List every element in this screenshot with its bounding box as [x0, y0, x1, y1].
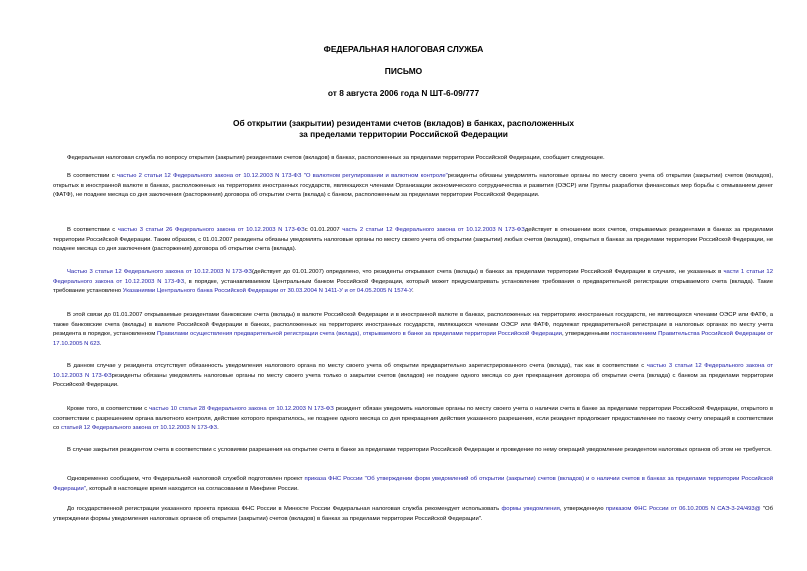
paragraph-text: с 01.01.2007 [304, 227, 343, 233]
agency-name: ФЕДЕРАЛЬНАЯ НАЛОГОВАЯ СЛУЖБА [323, 44, 484, 54]
paragraph-text: "Об утверждении формы уведомления налоговых органов об открытии (закрытии) счетов (вкладов) в банках за пределами территории Российской Федерации". [53, 506, 773, 522]
paragraph-text: . [99, 340, 102, 347]
law-reference-link[interactable]: приказа ФНС России "Об утверждении форм уведомлений об открытии (закрытии) счетов (вкладов) и о наличии счетов в банках за пределами территории Российской Федерации" [53, 476, 774, 492]
document-subject-line-2: за пределами территории Российской Федерации [299, 129, 508, 139]
law-reference-link[interactable]: части 1 статьи 12 Федерального закона от 10.12.2003 N 173-ФЗ [53, 269, 773, 285]
paragraph-draft-order [53, 475, 773, 494]
document-subject-line-1: Об открытии (закрытии) резидентами счетов (вкладов) в банках, расположенных [232, 118, 575, 128]
paragraph-text: В этой связи до 01.01.2007 открываемые резидентами банковские счета (вклады) в валюте Российской Федерации и в иностранной валюте в банках, расположенных на территориях иностранных государств, не являющихся членами ОЭСР или ФАТФ, а также банковские счета (вклады) в валюте Российской Федерации в банках, расположенных на территориях иностранных государств, являющихся членами ОЭСР или ФАТФ, подлежат предварительной регистрации в налоговых органах по месту учета резидента в порядке, установленном [53, 312, 773, 338]
paragraph-text: действует в отношении всех счетов, открываемых резидентами в банках за пределами территории Российской Федерации. Таким образом, с 01.01.2007 резиденты обязаны уведомлять налоговые органы по месту своего учета об открытии (закрытии) любых счетов (вкладов), открытых в банках за пределами территории Российской Федерации, не позднее месяца со дня заключения (расторжения) договора об открытии счета (вклада). [53, 227, 774, 253]
document-date: от 8 августа 2006 года N ШТ-6-09/777 [327, 88, 480, 98]
law-reference-link[interactable]: Правилами осуществления предварительной регистрации счета (вклада), открываемого в банке за пределами территории Российской Федерации [157, 331, 562, 338]
paragraph-text: Кроме того, в соответствии с [67, 406, 150, 412]
document-type: ПИСЬМО [384, 66, 423, 76]
law-reference-link[interactable]: частью 3 статьи 12 Федерального закона от 10.12.2003 N 173-ФЗ [53, 363, 773, 379]
paragraph-closing-account [53, 446, 773, 456]
law-reference-link[interactable]: постановлением Правительства Российской Федерации от 17.10.2005 N 623 [53, 331, 774, 347]
paragraph-part-3 [53, 268, 773, 297]
paragraph-intro [53, 154, 773, 164]
law-reference-link[interactable]: Указаниями Центрального банка Российской Федерации от 30.03.2004 N 1411-У и от 04.05.2005 N 1574-У [122, 288, 412, 295]
paragraph-registration [53, 311, 773, 349]
paragraph-part-10 [53, 405, 773, 434]
paragraph-from-2007 [53, 226, 773, 255]
law-reference-link[interactable]: приказом ФНС России от 06.10.2005 N САЭ-3-24/493@ [605, 506, 761, 512]
paragraph-text: , в порядке, устанавливаемом Центральным банком Российской Федерации, который может предусматривать установление требования о предварительной регистрации открываемого счета (вклада). Такие требование установлено [53, 278, 773, 295]
paragraph-text: . [411, 288, 414, 295]
paragraph-text: В случае закрытия резидентом счета в соответствии с условиями разрешения на открытие счета в банке за пределами территории Российской Федерации и проведение по нему операций уведомление резидентом налоговых органов об этом не требуется. [67, 447, 772, 453]
law-reference-link[interactable]: часть 2 статьи 12 Федерального закона от 10.12.2003 N 173-ФЗ [342, 227, 525, 233]
paragraph-text: (действует до 01.01.2007) определено, что резиденты открывают счета (вклады) в банках за пределами территории Российской Федерации в случаях, не указанных в [251, 269, 724, 275]
law-reference-link[interactable]: формы уведомления [501, 506, 560, 512]
law-reference-link[interactable]: частью 3 статьи 26 Федерального закона от 10.12.2003 N 173-ФЗ [117, 227, 305, 233]
law-reference-link[interactable]: Частью 3 статьи 12 Федерального закона от 10.12.2003 N 173-ФЗ [67, 269, 252, 275]
paragraph-text: В соответствии с [67, 227, 118, 233]
paragraph-text: До государственной регистрации указанного проекта приказа ФНС России в Минюсте России Федеральная налоговая служба рекомендует использовать [67, 506, 502, 512]
paragraph-text: В соответствии с [67, 173, 117, 179]
paragraph-recommended-form [53, 505, 773, 524]
paragraph-text: В данном случае у резидента отсутствует обязанность уведомления налогового органа по месту своего учета об открытии предварительно зарегистрированного счета (вклада), так как в соответствии с [67, 363, 647, 369]
law-reference-link[interactable]: частью 10 статьи 28 Федерального закона от 10.12.2003 N 173-ФЗ [149, 406, 334, 412]
paragraph-text: резиденты обязаны уведомлять налоговые органы по месту своего учета только о закрытии счетов (вкладов) не позднее одного месяца со дня прекращения договора об открытии счета (вклада) с банком за пределами территории Российской Федерации. [53, 372, 773, 389]
paragraph-no-notification [53, 362, 773, 391]
paragraph-text: резиденты обязаны уведомлять налоговые органы по месту своего учета об открытии (закрытии) счетов (вкладов), открытых в иностранной валюте в банках, расположенных на территориях иностранных государств, являющихся членами Организации экономического сотрудничества и развития (ОЭСР) или Группы разработки финансовых мер борьбы с отмыванием денег (ФАТФ), не позднее месяца со дня заключения (расторжения) договора об открытии счета (вклада) с банком, расположенным за пределами территории Российской Федерации. [53, 173, 773, 199]
paragraph-text: Федеральная налоговая служба по вопросу открытия (закрытия) резидентами счетов (вкладов) в банках, расположенных за пределами территории Российской Федерации, сообщает следующее. [67, 155, 605, 161]
paragraph-text: резидент обязан уведомить налоговые органы по месту своего учета о наличии счета в банке за пределами территории Российской Федерации, открытого в соответствии с разрешением органа валютного контроля, действие которого прекратилось, не позднее одного месяца со дня прекращения действия указанного разрешения, если резидент продолжает предоставление по такому счету операций в соответствии со [53, 406, 773, 432]
paragraph-text: , утвержденную [559, 506, 606, 512]
paragraph-obligation [53, 172, 773, 201]
paragraph-text: . [217, 425, 219, 432]
paragraph-text: , который в настоящее время находится на согласовании в Минфине России. [85, 485, 299, 492]
paragraph-text: , утвержденными [561, 331, 612, 338]
law-reference-link[interactable]: статьей 12 Федерального закона от 10.12.2003 N 173-ФЗ [60, 425, 218, 432]
paragraph-text: Одновременно сообщаем, что Федеральной налоговой службой подготовлен проект [67, 476, 305, 482]
law-reference-link[interactable]: частью 2 статьи 12 Федерального закона от 10.12.2003 N 173-ФЗ "О валютном регулировании и валютном контроле" [116, 173, 448, 179]
